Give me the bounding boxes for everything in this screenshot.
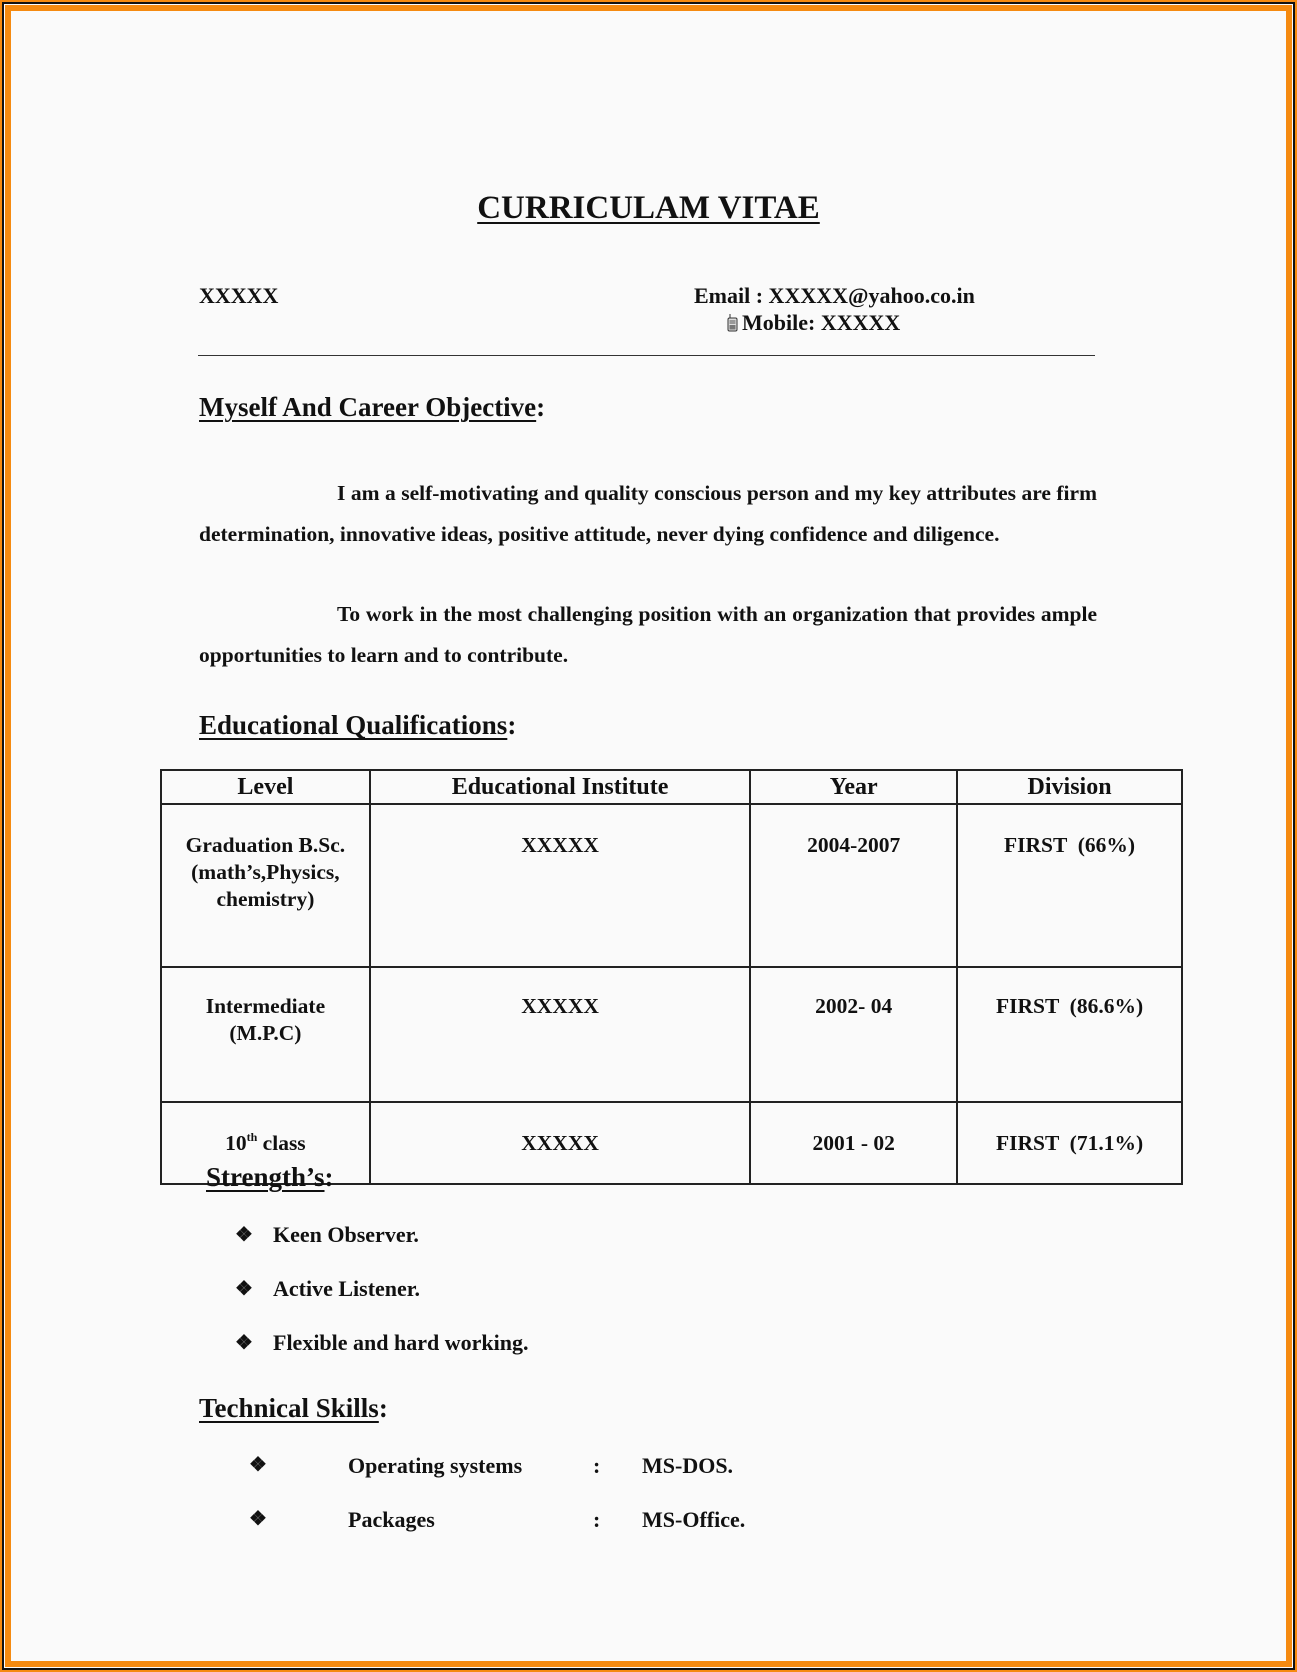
level-text: class [257,1130,306,1155]
strength-item: Keen Observer. [273,1222,419,1247]
cell-year: 2001 - 02 [750,1102,957,1184]
mobile-phone-icon [727,314,738,332]
skill-value: MS-Office. [642,1507,746,1532]
cell-division: FIRST (86.6%) [957,967,1182,1102]
heading-text: Myself And Career Objective [199,392,537,422]
skill-separator: : [593,1453,601,1478]
diamond-bullet-icon: ❖ [249,1508,267,1530]
diamond-bullet-icon: ❖ [235,1332,253,1354]
diamond-bullet-icon: ❖ [235,1224,253,1246]
skill-label: Operating systems [348,1453,523,1478]
paragraph-text: I am a self-motivating and quality conscious person and my key attributes are firm determination, innovative ideas, positive attitude, never dying confidence and diligence. [199,481,1097,546]
paragraph-text: To work in the most challenging position with an organization that provides ample opportunities to learn and to contribute. [199,602,1097,667]
level-line: Graduation B.Sc. [185,833,346,857]
heading-text: Technical Skills [199,1393,379,1423]
cell-year: 2004-2007 [750,804,957,967]
header-divider [198,355,1095,356]
heading-text: Educational Qualifications [199,710,508,740]
table-row [161,804,1182,967]
heading-colon: : [536,392,546,422]
strength-item: Active Listener. [273,1276,421,1301]
career-paragraph-1 [199,473,1097,554]
table-row [161,967,1182,1102]
cell-institute: XXXXX [370,804,750,967]
level-line: (M.P.C) [229,1021,302,1045]
level-line: chemistry) [216,887,315,911]
cell-division: FIRST (66%) [957,804,1182,967]
table-header-row [161,770,1182,804]
level-ordinal-suffix: th [246,1129,258,1144]
document-title [0,190,1297,227]
section-heading-technical-skills [199,1393,388,1424]
column-header-division: Division [957,770,1182,804]
column-header-level: Level [161,770,370,804]
cell-institute: XXXXX [370,967,750,1102]
section-heading-strengths [206,1162,334,1193]
skill-label: Packages [348,1507,435,1532]
level-line: Intermediate [205,994,326,1018]
column-header-institute: Educational Institute [370,770,750,804]
level-line: (math’s,Physics, [191,860,340,884]
education-table [160,769,1183,1185]
career-paragraph-2 [199,594,1097,675]
diamond-bullet-icon: ❖ [235,1278,253,1300]
cell-level [161,967,370,1102]
skill-value: MS-DOS. [642,1453,734,1478]
cell-institute: XXXXX [370,1102,750,1184]
section-heading-education [199,710,516,741]
column-header-year: Year [750,770,957,804]
heading-colon: : [507,710,517,740]
strength-item: Flexible and hard working. [273,1330,529,1355]
mobile-number [727,310,900,336]
email-address: Email : XXXXX@yahoo.co.in [694,283,975,308]
cell-division: FIRST (71.1%) [957,1102,1182,1184]
heading-colon: : [378,1393,388,1423]
diamond-bullet-icon: ❖ [249,1454,267,1476]
cell-level [161,804,370,967]
heading-colon: : [324,1162,334,1192]
applicant-name: XXXXX [199,283,279,308]
heading-text: Strength’s [206,1162,325,1192]
document-title-text: CURRICULAM VITAE [477,190,820,226]
mobile-label: Mobile: XXXXX [742,310,901,335]
cell-year: 2002- 04 [750,967,957,1102]
section-heading-career-objective [199,392,545,423]
skill-separator: : [593,1507,601,1532]
level-number: 10 [225,1130,247,1155]
